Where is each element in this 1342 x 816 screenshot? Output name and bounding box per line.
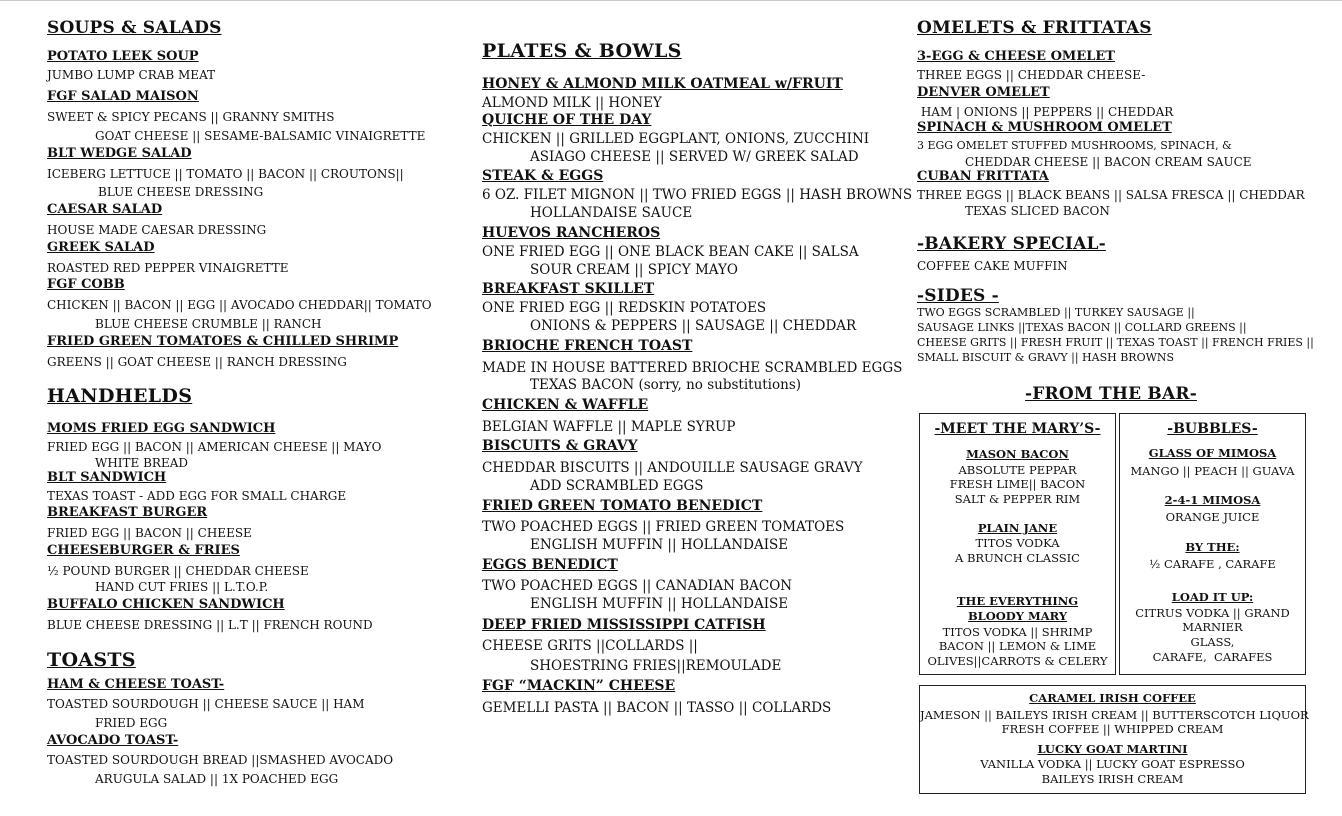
item-title: BLT SANDWICH <box>47 470 167 485</box>
item-title: CAESAR SALAD <box>47 202 163 217</box>
drink-desc: MARNIER <box>1182 620 1243 634</box>
item-desc: CHEDDAR CHEESE || BACON CREAM SAUCE <box>965 155 1252 169</box>
drink-title: THE EVERYTHING <box>956 594 1079 608</box>
item-title: CHICKEN & WAFFLE <box>482 397 649 413</box>
bar-specials-box <box>919 685 1309 794</box>
item-desc: 3 EGG OMELET STUFFED MUSHROOMS, SPINACH, & <box>917 139 1232 152</box>
item-title: BREAKFAST BURGER <box>47 505 208 520</box>
item-title: FRIED GREEN TOMATO BENEDICT <box>482 498 763 514</box>
item-title: FGF SALAD MAISON <box>47 89 199 104</box>
item-desc: MADE IN HOUSE BATTERED BRIOCHE SCRAMBLED EGGS <box>482 360 903 376</box>
item-title: HUEVOS RANCHEROS <box>482 225 661 241</box>
item-desc: TEXAS BACON (sorry, no substitutions) <box>530 377 802 393</box>
item-desc: ROASTED RED PEPPER VINAIGRETTE <box>47 261 289 275</box>
item-desc: GEMELLI PASTA || BACON || TASSO || COLLARDS <box>482 700 832 716</box>
drink-title: MASON BACON <box>966 447 1069 461</box>
item-title: BISCUITS & GRAVY <box>482 438 638 454</box>
drink-desc: MANGO || PEACH || GUAVA <box>1130 464 1295 478</box>
item-desc: CHEDDAR BISCUITS || ANDOUILLE SAUSAGE GRAVY <box>482 460 863 476</box>
omelets-heading: OMELETS & FRITTATAS <box>917 18 1152 38</box>
item-desc: ARUGULA SALAD || 1X POACHED EGG <box>95 772 339 786</box>
item-title: DENVER OMELET <box>917 85 1050 100</box>
drink-desc: OLIVES||CARROTS & CELERY <box>927 654 1108 668</box>
marys-heading: -MEET THE MARY’S- <box>934 421 1101 437</box>
item-desc: ICEBERG LETTUCE || TOMATO || BACON || CROUTONS|| <box>47 167 404 181</box>
item-desc: FRIED EGG <box>95 716 168 730</box>
item-desc: TWO POACHED EGGS || FRIED GREEN TOMATOES <box>482 519 845 535</box>
item-title: FRIED GREEN TOMATOES & CHILLED SHRIMP <box>47 334 399 349</box>
item-title: HAM & CHEESE TOAST- <box>47 677 225 692</box>
top-border <box>0 0 1342 1</box>
item-desc: ONE FRIED EGG || ONE BLACK BEAN CAKE || SALSA <box>482 244 859 260</box>
drink-desc: CARAFE, CARAFES <box>1152 650 1273 664</box>
drink-title: GLASS OF MIMOSA <box>1148 446 1277 460</box>
sides-line: CHEESE GRITS || FRESH FRUIT || TEXAS TOAST || FRENCH FRIES || <box>917 336 1314 349</box>
item-desc: COFFEE CAKE MUFFIN <box>917 259 1068 273</box>
drink-title: CARAMEL IRISH COFFEE <box>1029 691 1196 705</box>
drink-title: PLAIN JANE <box>977 521 1058 535</box>
item-desc: HOLLANDAISE SAUCE <box>530 205 693 221</box>
drink-desc: ABSOLUTE PEPPAR <box>958 463 1077 477</box>
item-desc: ALMOND MILK || HONEY <box>482 95 662 111</box>
item-desc: GREENS || GOAT CHEESE || RANCH DRESSING <box>47 355 347 369</box>
item-title: CHEESEBURGER & FRIES <box>47 543 240 558</box>
drink-desc: JAMESON || BAILEYS IRISH CREAM || BUTTERSCOTCH LIQUOR <box>920 708 1309 722</box>
sides-line: SAUSAGE LINKS ||TEXAS BACON || COLLARD GREENS || <box>917 321 1247 334</box>
item-desc: TOASTED SOURDOUGH || CHEESE SAUCE || HAM <box>47 697 365 711</box>
drink-title: BY THE: <box>1185 540 1240 554</box>
drink-desc: BAILEYS IRISH CREAM <box>1041 772 1184 786</box>
drink-desc: SALT & PEPPER RIM <box>954 492 1081 506</box>
item-desc: ONIONS & PEPPERS || SAUSAGE || CHEDDAR <box>530 318 857 334</box>
item-desc: CHICKEN || GRILLED EGGPLANT, ONIONS, ZUCCHINI <box>482 131 870 147</box>
sides-line: SMALL BISCUIT & GRAVY || HASH BROWNS <box>917 351 1175 364</box>
item-title: CUBAN FRITTATA <box>917 169 1049 184</box>
drink-desc: ½ CARAFE , CARAFE <box>1149 557 1276 571</box>
item-desc: BLUE CHEESE DRESSING <box>98 185 264 199</box>
item-desc: ONE FRIED EGG || REDSKIN POTATOES <box>482 300 767 316</box>
item-title: DEEP FRIED MISSISSIPPI CATFISH <box>482 617 766 633</box>
drink-title: LUCKY GOAT MARTINI <box>1037 742 1188 756</box>
item-title: BRIOCHE FRENCH TOAST <box>482 338 693 354</box>
drink-desc: GLASS, <box>1190 635 1235 649</box>
drink-desc: TITOS VODKA <box>975 536 1060 550</box>
item-desc: BELGIAN WAFFLE || MAPLE SYRUP <box>482 419 736 435</box>
item-title: GREEK SALAD <box>47 240 155 255</box>
drink-desc: FRESH COFFEE || WHIPPED CREAM <box>1001 722 1224 736</box>
item-desc: JUMBO LUMP CRAB MEAT <box>47 68 216 82</box>
item-desc: HAND CUT FRIES || L.T.O.P. <box>95 580 269 594</box>
bubbles-heading: -BUBBLES- <box>1167 421 1258 437</box>
item-desc: HAM | ONIONS || PEPPERS || CHEDDAR <box>917 105 1174 119</box>
item-desc: BLUE CHEESE CRUMBLE || RANCH <box>95 317 322 331</box>
item-desc: HOUSE MADE CAESAR DRESSING <box>47 223 267 237</box>
item-title: FGF COBB <box>47 277 125 292</box>
from-the-bar-heading: -FROM THE BAR- <box>1025 384 1197 404</box>
item-title: QUICHE OF THE DAY <box>482 112 652 128</box>
item-desc: ENGLISH MUFFIN || HOLLANDAISE <box>530 537 789 553</box>
item-title: AVOCADO TOAST- <box>47 733 179 748</box>
drink-desc: CITRUS VODKA || GRAND <box>1135 606 1290 620</box>
item-desc: THREE EGGS || CHEDDAR CHEESE- <box>917 68 1146 82</box>
item-desc: WHITE BREAD <box>95 456 189 470</box>
item-desc: TOASTED SOURDOUGH BREAD ||SMASHED AVOCADO <box>47 753 394 767</box>
item-desc: ASIAGO CHEESE || SERVED W/ GREEK SALAD <box>530 149 859 165</box>
item-desc: BLUE CHEESE DRESSING || L.T || FRENCH ROUND <box>47 618 373 632</box>
item-title: FGF “MACKIN” CHEESE <box>482 678 676 694</box>
sides-line: TWO EGGS SCRAMBLED || TURKEY SAUSAGE || <box>917 306 1195 319</box>
drink-desc: A BRUNCH CLASSIC <box>955 551 1080 565</box>
item-desc: TEXAS TOAST - ADD EGG FOR SMALL CHARGE <box>47 489 347 503</box>
marys-box <box>919 413 1116 675</box>
item-title: EGGS BENEDICT <box>482 557 618 573</box>
item-desc: CHICKEN || BACON || EGG || AVOCADO CHEDDAR|| TOMATO <box>47 298 432 312</box>
item-title: BUFFALO CHICKEN SANDWICH <box>47 597 285 612</box>
item-desc: 6 OZ. FILET MIGNON || TWO FRIED EGGS || HASH BROWNS <box>482 187 913 203</box>
sides-heading: -SIDES - <box>917 286 999 306</box>
item-desc: SOUR CREAM || SPICY MAYO <box>530 262 738 278</box>
item-desc: TEXAS SLICED BACON <box>965 204 1110 218</box>
drink-title: 2-4-1 MIMOSA <box>1164 493 1261 507</box>
toasts-heading: TOASTS <box>47 649 136 671</box>
plates-bowls-heading: PLATES & BOWLS <box>482 40 682 62</box>
item-desc: GOAT CHEESE || SESAME-BALSAMIC VINAIGRETTE <box>95 129 426 143</box>
item-desc: CHEESE GRITS ||COLLARDS || <box>482 638 698 654</box>
item-desc: SHOESTRING FRIES||REMOULADE <box>530 658 782 674</box>
item-title: BREAKFAST SKILLET <box>482 281 655 297</box>
drink-title: LOAD IT UP: <box>1171 590 1254 604</box>
item-title: HONEY & ALMOND MILK OATMEAL w/FRUIT <box>482 76 843 92</box>
item-desc: TWO POACHED EGGS || CANADIAN BACON <box>482 578 793 594</box>
item-desc: FRIED EGG || BACON || CHEESE <box>47 526 252 540</box>
item-title: 3-EGG & CHEESE OMELET <box>917 49 1115 64</box>
bubbles-box <box>1119 413 1306 675</box>
item-desc: THREE EGGS || BLACK BEANS || SALSA FRESCA || CHEDDAR <box>917 188 1305 202</box>
item-title: MOMS FRIED EGG SANDWICH <box>47 421 276 436</box>
drink-desc: VANILLA VODKA || LUCKY GOAT ESPRESSO <box>980 757 1245 771</box>
item-desc: ENGLISH MUFFIN || HOLLANDAISE <box>530 596 789 612</box>
item-desc: ½ POUND BURGER || CHEDDAR CHEESE <box>47 564 309 578</box>
item-desc: FRIED EGG || BACON || AMERICAN CHEESE || MAYO <box>47 440 382 454</box>
item-desc: SWEET & SPICY PECANS || GRANNY SMITHS <box>47 110 335 124</box>
item-title: POTATO LEEK SOUP <box>47 49 199 64</box>
drink-desc: BACON || LEMON & LIME <box>938 639 1097 653</box>
item-title: BLT WEDGE SALAD <box>47 146 192 161</box>
soups-salads-heading: SOUPS & SALADS <box>47 18 222 38</box>
item-title: STEAK & EGGS <box>482 168 604 184</box>
bakery-heading: -BAKERY SPECIAL- <box>917 234 1106 254</box>
drink-desc: ORANGE JUICE <box>1165 510 1260 524</box>
handhelds-heading: HANDHELDS <box>47 385 193 407</box>
item-title: SPINACH & MUSHROOM OMELET <box>917 120 1172 135</box>
item-desc: ADD SCRAMBLED EGGS <box>530 478 704 494</box>
drink-desc: FRESH LIME|| BACON <box>949 477 1086 491</box>
drink-desc: TITOS VODKA || SHRIMP <box>942 625 1093 639</box>
drink-title: BLOODY MARY <box>967 609 1068 623</box>
